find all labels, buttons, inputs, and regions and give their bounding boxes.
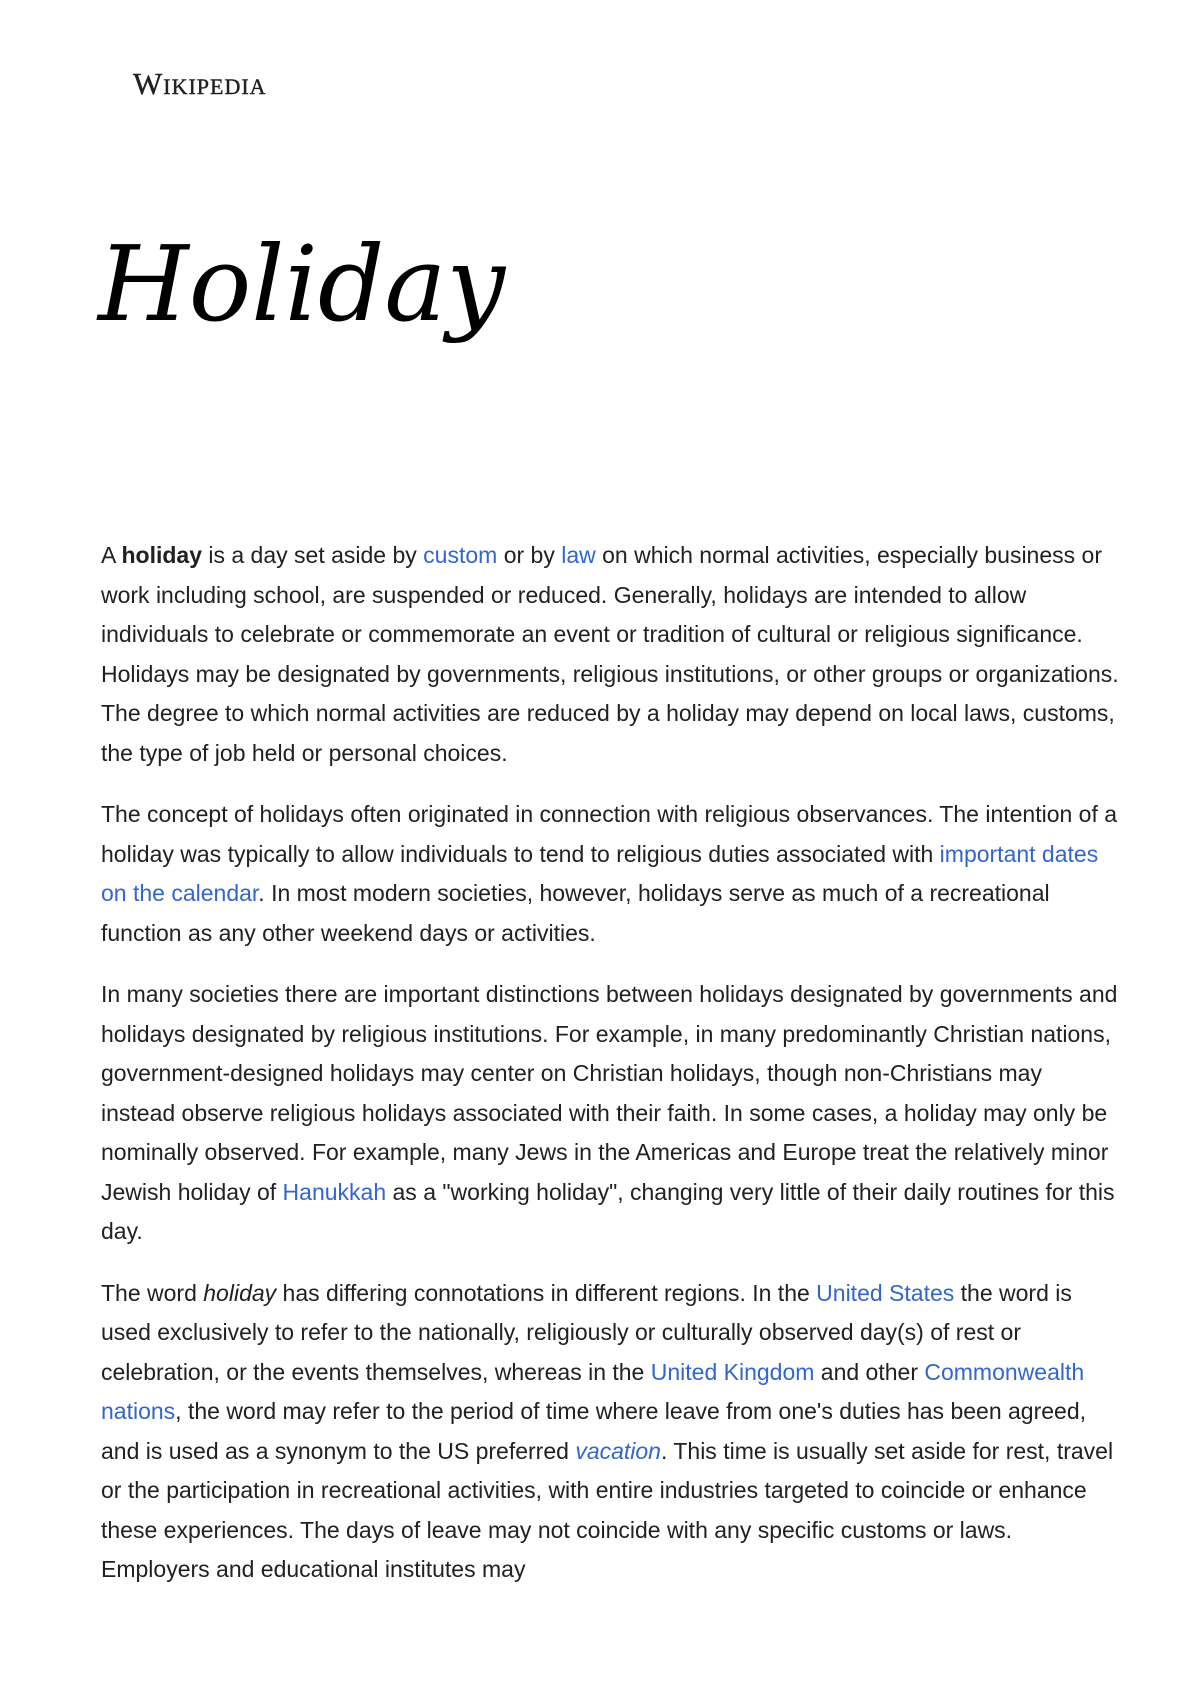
article-body <box>101 536 1121 1612</box>
link-commonwealth-nations[interactable]: Commonwealth nations <box>101 1358 1085 1424</box>
paragraph-intro <box>101 536 1121 773</box>
text-run: The concept of holidays often originated in connection with religious observances. The intention of a holiday was typically to allow individuals to tend to religious duties associated with <box>101 801 1118 867</box>
link-calendar[interactable]: important dates on the calendar <box>101 840 1099 906</box>
text-run: and other <box>814 1358 925 1385</box>
text-run: . In most modern societies, however, holidays serve as much of a recreational function as any other weekend days or activities. <box>101 880 1050 946</box>
link-vacation[interactable]: vacation <box>575 1437 661 1464</box>
paragraph-concept <box>101 795 1121 953</box>
paragraph-connotations <box>101 1274 1121 1590</box>
paragraph-distinctions <box>101 975 1121 1252</box>
text-run: on which normal activities, especially business or work including school, are suspended or reduced. Generally, holidays are intended to allow individuals to celebrate or commemorate an event or tradition of cultural or religious significance. Holidays may be designated by governments, religious institutions, or other groups or organizations. The degree to which normal activities are reduced by a holiday may depend on local laws, customs, the type of job held or personal choices. <box>101 542 1119 766</box>
text-run: In many societies there are important distinctions between holidays designated by governments and holidays designated by religious institutions. For example, in many predominantly Christian nations, government-designed holidays may center on Christian holidays, though non-Christians may instead observe religious holidays associated with their faith. In some cases, a holiday may only be nominally observed. For example, many Jews in the Americas and Europe treat the relatively minor Jewish holiday of <box>101 981 1118 1205</box>
text-run: or by <box>497 542 562 568</box>
italic-term: holiday <box>203 1279 277 1306</box>
text-run: , the word may refer to the period of time where leave from one's duties has been agreed, and is used as a synonym to the US preferred <box>101 1398 1087 1464</box>
text-run: the word is used exclusively to refer to the nationally, religiously or culturally observed day(s) of rest or celebration, or the events themselves, whereas in the <box>101 1279 1072 1385</box>
text-run: has differing connotations in different regions. In the <box>276 1279 817 1306</box>
page-title: Holiday <box>98 223 506 345</box>
link-custom[interactable]: custom <box>423 542 498 568</box>
text-run: A <box>101 542 122 568</box>
link-hanukkah[interactable]: Hanukkah <box>282 1178 387 1205</box>
text-run: is a day set aside by <box>201 542 424 568</box>
text-run: The word <box>101 1279 204 1306</box>
link-united-states[interactable]: United States <box>816 1279 955 1306</box>
wikipedia-logo[interactable]: Wikipedia <box>133 66 267 101</box>
link-united-kingdom[interactable]: United Kingdom <box>650 1358 815 1385</box>
text-run: . This time is usually set aside for rest, travel or the participation in recreational activities, with entire industries targeted to coincide or enhance these experiences. The days of leave may not coincide with any specific customs or laws. Employers and educational institutes may <box>101 1437 1114 1582</box>
text-run: as a "working holiday", changing very little of their daily routines for this day. <box>101 1178 1115 1244</box>
link-law[interactable]: law <box>561 542 596 568</box>
bold-term: holiday <box>121 542 202 568</box>
